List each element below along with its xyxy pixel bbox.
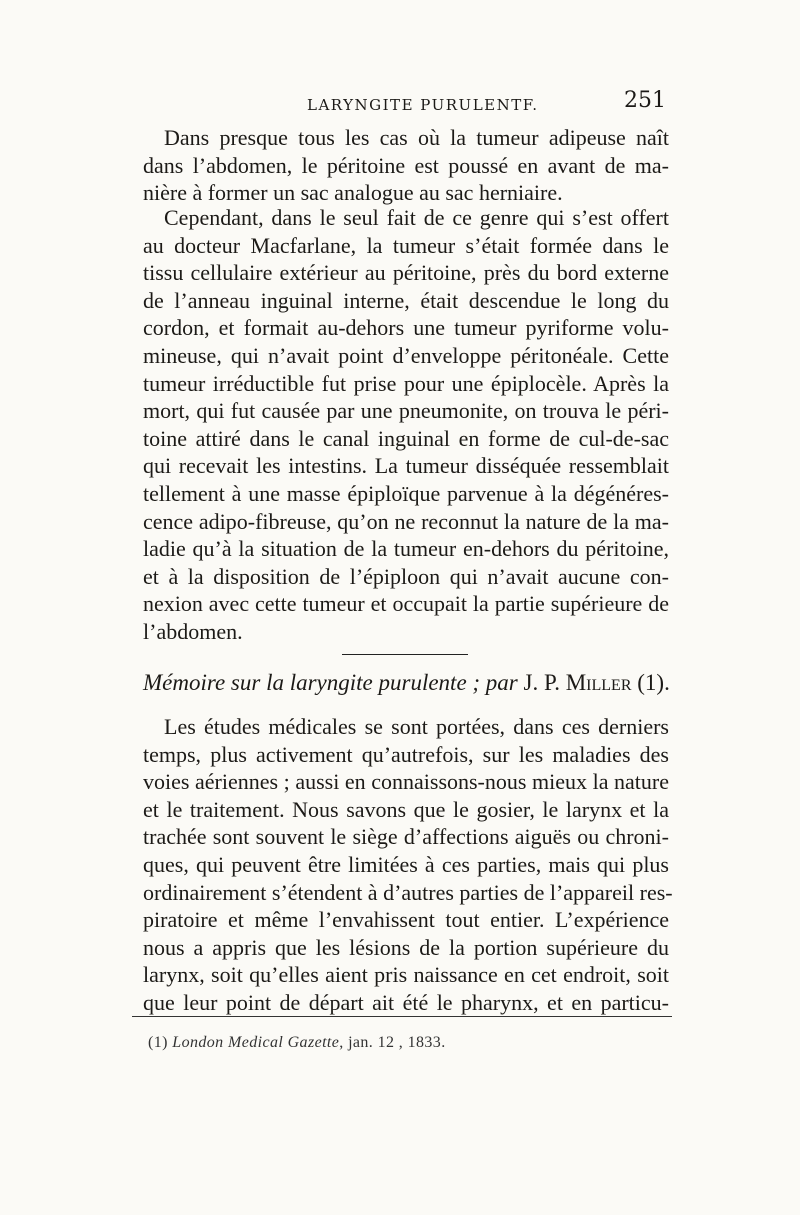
text-line: dans l’abdomen, le péritoine est poussé en avant de ma-: [143, 152, 669, 178]
text-line: et à la disposition de l’épiploon qui n’avait aucune con-: [143, 563, 669, 589]
text-line: et le traitement. Nous savons que le gosier, le larynx et la: [143, 796, 669, 822]
text-line: nière à former un sac analogue au sac herniaire.: [143, 180, 563, 206]
section-divider: [342, 654, 468, 655]
text-line: tumeur irréductible fut prise pour une épiplocèle. Après la: [143, 370, 669, 396]
paragraph-laryngitis-intro: [143, 713, 673, 1017]
text-line: Cependant, dans le seul fait de ce genre qui s’est offert: [164, 205, 669, 230]
footnote-reference: (1).: [637, 670, 670, 695]
running-head: [0, 88, 800, 118]
heading-author-initials: J. P.: [523, 670, 560, 695]
text-line: tissu cellulaire extérieur au péritoine, près du bord externe: [143, 260, 669, 286]
page-number: 251: [624, 88, 666, 113]
text-line: ordinairement s’étendent à d’autres parties de l’appareil res-: [143, 879, 673, 905]
text-line: cordon, et formait au-dehors une tumeur pyriforme volu-: [143, 315, 669, 341]
paragraph-adipose-tumor: [143, 124, 669, 207]
text-line: larynx, soit qu’elles aient pris naissance en cet endroit, soit: [143, 962, 669, 988]
text-line: mineuse, qui n’avait point d’enveloppe péritonéale. Cette: [143, 342, 669, 368]
text-line: ques, qui peuvent être limitées à ces parties, mais qui plus: [143, 851, 669, 877]
text-line: piratoire et même l’envahissent tout entier. L’expérience: [143, 907, 669, 933]
text-line: que leur point de départ ait été le pharynx, et en particu-: [143, 989, 669, 1015]
footnote-marker: (1): [148, 1034, 168, 1051]
footnote-date: , jan. 12 , 1833.: [339, 1034, 446, 1051]
article-heading: [143, 670, 669, 696]
footnote-source: London Medical Gazette: [172, 1034, 340, 1051]
text-line: nexion avec cette tumeur et occupait la partie supérieure de: [143, 591, 669, 617]
text-line: trachée sont souvent le siège d’affections aiguës ou chroni-: [143, 824, 669, 850]
text-line: Les études médicales se sont portées, dans ces derniers: [164, 714, 669, 739]
text-line: Dans presque tous les cas où la tumeur adipeuse naît: [164, 125, 669, 150]
text-line: au docteur Macfarlane, la tumeur s’était formée dans le: [143, 232, 669, 258]
text-line: qui recevait les intestins. La tumeur disséquée ressemblait: [143, 453, 669, 479]
text-line: nous a appris que les lésions de la portion supérieure du: [143, 934, 669, 960]
heading-title: Mémoire sur la laryngite purulente ; par: [143, 670, 518, 695]
heading-author: Miller: [565, 670, 632, 695]
text-line: cence adipo-fibreuse, qu’on ne reconnut la nature de la ma-: [143, 508, 669, 534]
text-line: temps, plus activement qu’autrefois, sur les maladies des: [143, 741, 669, 767]
text-line: toine attiré dans le canal inguinal en forme de cul-de-sac: [143, 425, 669, 451]
footnote: [148, 1034, 446, 1052]
text-line: tellement à une masse épiploïque parvenue à la dégénéres-: [143, 480, 669, 506]
text-line: l’abdomen.: [143, 618, 243, 644]
paragraph-macfarlane-case: [143, 204, 669, 646]
footnote-divider: [132, 1016, 672, 1017]
text-line: de l’anneau inguinal interne, était descendue le long du: [143, 287, 669, 313]
text-line: ladie qu’à la situation de la tumeur en-dehors du péritoine,: [143, 536, 669, 562]
text-line: voies aériennes ; aussi en connaissons-nous mieux la nature: [143, 769, 669, 795]
text-line: mort, qui fut causée par une pneumonite, on trouva le péri-: [143, 398, 669, 424]
running-title: LARYNGITE PURULENTF.: [307, 96, 539, 114]
